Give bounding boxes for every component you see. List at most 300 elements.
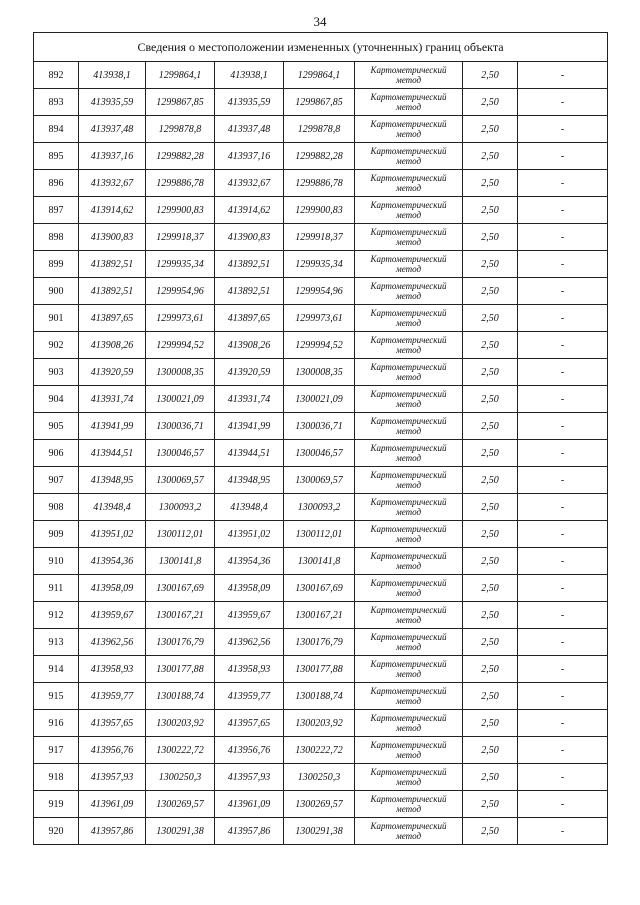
method-line-2: метод [395, 588, 422, 598]
note-cell: - [518, 737, 608, 764]
existing-x-cell: 413932,67 [79, 170, 146, 197]
table-row [34, 224, 608, 251]
existing-y-cell: 1300141,8 [146, 548, 215, 575]
accuracy-cell: 2,50 [463, 737, 518, 764]
note-cell: - [518, 89, 608, 116]
method-line-2: метод [395, 129, 422, 139]
note-cell: - [518, 251, 608, 278]
refined-y-cell: 1299886,78 [284, 170, 355, 197]
accuracy-cell: 2,50 [463, 710, 518, 737]
table-row [34, 467, 608, 494]
note-cell: - [518, 575, 608, 602]
method-cell [355, 575, 463, 602]
table-row [34, 359, 608, 386]
method-cell [355, 197, 463, 224]
method-line-1: Картометрический [370, 65, 447, 75]
refined-x-cell: 413956,76 [215, 737, 284, 764]
method-line-1: Картометрический [370, 470, 447, 480]
refined-y-cell: 1300177,88 [284, 656, 355, 683]
existing-y-cell: 1300167,21 [146, 602, 215, 629]
existing-x-cell: 413920,59 [79, 359, 146, 386]
refined-x-cell: 413957,65 [215, 710, 284, 737]
method-cell [355, 278, 463, 305]
refined-y-cell: 1300167,69 [284, 575, 355, 602]
accuracy-cell: 2,50 [463, 440, 518, 467]
existing-y-cell: 1299900,83 [146, 197, 215, 224]
refined-x-cell: 413941,99 [215, 413, 284, 440]
point-number-cell: 892 [34, 62, 79, 89]
existing-y-cell: 1299994,52 [146, 332, 215, 359]
accuracy-cell: 2,50 [463, 602, 518, 629]
refined-x-cell: 413959,77 [215, 683, 284, 710]
method-line-2: метод [395, 372, 422, 382]
method-line-2: метод [395, 399, 422, 409]
accuracy-cell: 2,50 [463, 116, 518, 143]
existing-y-cell: 1300177,88 [146, 656, 215, 683]
refined-y-cell: 1300203,92 [284, 710, 355, 737]
existing-y-cell: 1300203,92 [146, 710, 215, 737]
refined-y-cell: 1299994,52 [284, 332, 355, 359]
method-line-2: метод [395, 561, 422, 571]
method-line-2: метод [395, 615, 422, 625]
point-number-cell: 901 [34, 305, 79, 332]
note-cell: - [518, 467, 608, 494]
refined-y-cell: 1300021,09 [284, 386, 355, 413]
existing-x-cell: 413948,95 [79, 467, 146, 494]
method-line-2: метод [395, 237, 422, 247]
refined-y-cell: 1300291,38 [284, 818, 355, 845]
table-row [34, 521, 608, 548]
existing-x-cell: 413938,1 [79, 62, 146, 89]
existing-x-cell: 413961,09 [79, 791, 146, 818]
refined-x-cell: 413908,26 [215, 332, 284, 359]
method-line-2: метод [395, 831, 422, 841]
note-cell: - [518, 413, 608, 440]
existing-x-cell: 413948,4 [79, 494, 146, 521]
method-cell [355, 656, 463, 683]
method-cell [355, 359, 463, 386]
existing-x-cell: 413931,74 [79, 386, 146, 413]
accuracy-cell: 2,50 [463, 494, 518, 521]
accuracy-cell: 2,50 [463, 305, 518, 332]
point-number-cell: 902 [34, 332, 79, 359]
method-line-1: Картометрический [370, 686, 447, 696]
refined-x-cell: 413897,65 [215, 305, 284, 332]
existing-x-cell: 413957,86 [79, 818, 146, 845]
table-row [34, 62, 608, 89]
accuracy-cell: 2,50 [463, 170, 518, 197]
refined-y-cell: 1300167,21 [284, 602, 355, 629]
method-cell [355, 170, 463, 197]
point-number-cell: 916 [34, 710, 79, 737]
method-line-2: метод [395, 75, 422, 85]
existing-x-cell: 413897,65 [79, 305, 146, 332]
accuracy-cell: 2,50 [463, 332, 518, 359]
existing-y-cell: 1300008,35 [146, 359, 215, 386]
refined-y-cell: 1299954,96 [284, 278, 355, 305]
point-number-cell: 909 [34, 521, 79, 548]
point-number-cell: 913 [34, 629, 79, 656]
table-row [34, 143, 608, 170]
refined-x-cell: 413957,86 [215, 818, 284, 845]
method-line-2: метод [395, 210, 422, 220]
method-line-1: Картометрический [370, 92, 447, 102]
method-cell [355, 224, 463, 251]
note-cell: - [518, 305, 608, 332]
table-row [34, 683, 608, 710]
accuracy-cell: 2,50 [463, 386, 518, 413]
point-number-cell: 907 [34, 467, 79, 494]
method-line-1: Картометрический [370, 740, 447, 750]
point-number-cell: 904 [34, 386, 79, 413]
refined-x-cell: 413944,51 [215, 440, 284, 467]
refined-y-cell: 1300046,57 [284, 440, 355, 467]
note-cell: - [518, 683, 608, 710]
existing-y-cell: 1300188,74 [146, 683, 215, 710]
existing-x-cell: 413941,99 [79, 413, 146, 440]
table-row [34, 170, 608, 197]
point-number-cell: 908 [34, 494, 79, 521]
note-cell: - [518, 359, 608, 386]
method-line-2: метод [395, 480, 422, 490]
point-number-cell: 903 [34, 359, 79, 386]
refined-x-cell: 413892,51 [215, 278, 284, 305]
accuracy-cell: 2,50 [463, 251, 518, 278]
point-number-cell: 919 [34, 791, 79, 818]
existing-x-cell: 413914,62 [79, 197, 146, 224]
existing-x-cell: 413944,51 [79, 440, 146, 467]
table-row [34, 332, 608, 359]
note-cell: - [518, 521, 608, 548]
method-cell [355, 440, 463, 467]
table-row [34, 251, 608, 278]
existing-y-cell: 1300046,57 [146, 440, 215, 467]
method-line-1: Картометрический [370, 821, 447, 831]
existing-y-cell: 1300176,79 [146, 629, 215, 656]
note-cell: - [518, 62, 608, 89]
existing-x-cell: 413959,67 [79, 602, 146, 629]
existing-y-cell: 1300291,38 [146, 818, 215, 845]
method-cell [355, 521, 463, 548]
method-cell [355, 386, 463, 413]
point-number-cell: 894 [34, 116, 79, 143]
accuracy-cell: 2,50 [463, 467, 518, 494]
note-cell: - [518, 116, 608, 143]
method-cell [355, 305, 463, 332]
method-line-1: Картометрический [370, 254, 447, 264]
accuracy-cell: 2,50 [463, 197, 518, 224]
note-cell: - [518, 656, 608, 683]
refined-y-cell: 1300069,57 [284, 467, 355, 494]
method-cell [355, 467, 463, 494]
existing-y-cell: 1300069,57 [146, 467, 215, 494]
table-title-row [34, 33, 608, 62]
accuracy-cell: 2,50 [463, 359, 518, 386]
note-cell: - [518, 602, 608, 629]
method-cell [355, 764, 463, 791]
method-line-2: метод [395, 291, 422, 301]
refined-x-cell: 413931,74 [215, 386, 284, 413]
existing-y-cell: 1300093,2 [146, 494, 215, 521]
existing-x-cell: 413958,09 [79, 575, 146, 602]
method-line-1: Картометрический [370, 767, 447, 777]
existing-x-cell: 413900,83 [79, 224, 146, 251]
method-line-2: метод [395, 696, 422, 706]
method-cell [355, 413, 463, 440]
table-row [34, 791, 608, 818]
existing-y-cell: 1300250,3 [146, 764, 215, 791]
accuracy-cell: 2,50 [463, 656, 518, 683]
note-cell: - [518, 143, 608, 170]
existing-x-cell: 413959,77 [79, 683, 146, 710]
existing-x-cell: 413962,56 [79, 629, 146, 656]
method-line-1: Картометрический [370, 173, 447, 183]
note-cell: - [518, 548, 608, 575]
method-line-2: метод [395, 507, 422, 517]
point-number-cell: 918 [34, 764, 79, 791]
point-number-cell: 895 [34, 143, 79, 170]
accuracy-cell: 2,50 [463, 521, 518, 548]
accuracy-cell: 2,50 [463, 629, 518, 656]
refined-y-cell: 1299864,1 [284, 62, 355, 89]
method-line-1: Картометрический [370, 335, 447, 345]
refined-y-cell: 1299900,83 [284, 197, 355, 224]
point-number-cell: 905 [34, 413, 79, 440]
method-line-1: Картометрический [370, 119, 447, 129]
table-row [34, 440, 608, 467]
refined-y-cell: 1300222,72 [284, 737, 355, 764]
point-number-cell: 920 [34, 818, 79, 845]
accuracy-cell: 2,50 [463, 683, 518, 710]
method-line-2: метод [395, 102, 422, 112]
note-cell: - [518, 494, 608, 521]
point-number-cell: 898 [34, 224, 79, 251]
method-cell [355, 89, 463, 116]
boundary-coordinates-table [33, 32, 608, 845]
method-cell [355, 683, 463, 710]
refined-x-cell: 413958,93 [215, 656, 284, 683]
existing-x-cell: 413957,65 [79, 710, 146, 737]
table-row [34, 818, 608, 845]
method-line-1: Картометрический [370, 389, 447, 399]
method-line-1: Картометрический [370, 632, 447, 642]
table-row [34, 386, 608, 413]
refined-x-cell: 413914,62 [215, 197, 284, 224]
refined-y-cell: 1300036,71 [284, 413, 355, 440]
note-cell: - [518, 710, 608, 737]
method-line-1: Картометрический [370, 659, 447, 669]
refined-y-cell: 1300093,2 [284, 494, 355, 521]
existing-x-cell: 413954,36 [79, 548, 146, 575]
refined-y-cell: 1300269,57 [284, 791, 355, 818]
existing-x-cell: 413958,93 [79, 656, 146, 683]
method-line-1: Картометрический [370, 443, 447, 453]
method-cell [355, 116, 463, 143]
note-cell: - [518, 278, 608, 305]
table-row [34, 413, 608, 440]
method-line-1: Картометрический [370, 308, 447, 318]
table-row [34, 575, 608, 602]
method-cell [355, 143, 463, 170]
refined-y-cell: 1299918,37 [284, 224, 355, 251]
existing-x-cell: 413956,76 [79, 737, 146, 764]
method-line-2: метод [395, 804, 422, 814]
table-row [34, 305, 608, 332]
point-number-cell: 917 [34, 737, 79, 764]
method-cell [355, 494, 463, 521]
point-number-cell: 915 [34, 683, 79, 710]
refined-x-cell: 413935,59 [215, 89, 284, 116]
page-number: 34 [313, 14, 327, 29]
point-number-cell: 897 [34, 197, 79, 224]
method-line-2: метод [395, 183, 422, 193]
point-number-cell: 906 [34, 440, 79, 467]
point-number-cell: 910 [34, 548, 79, 575]
method-line-1: Картометрический [370, 524, 447, 534]
existing-y-cell: 1300021,09 [146, 386, 215, 413]
refined-x-cell: 413951,02 [215, 521, 284, 548]
existing-y-cell: 1299864,1 [146, 62, 215, 89]
method-line-2: метод [395, 156, 422, 166]
refined-y-cell: 1300112,01 [284, 521, 355, 548]
refined-y-cell: 1299935,34 [284, 251, 355, 278]
method-cell [355, 710, 463, 737]
method-line-2: метод [395, 777, 422, 787]
accuracy-cell: 2,50 [463, 575, 518, 602]
method-line-2: метод [395, 534, 422, 544]
table-title: Сведения о местоположении измененных (уточненных) границ объекта [34, 33, 608, 62]
table-row [34, 548, 608, 575]
refined-x-cell: 413937,16 [215, 143, 284, 170]
refined-x-cell: 413954,36 [215, 548, 284, 575]
accuracy-cell: 2,50 [463, 143, 518, 170]
point-number-cell: 896 [34, 170, 79, 197]
note-cell: - [518, 224, 608, 251]
method-line-1: Картометрический [370, 551, 447, 561]
note-cell: - [518, 791, 608, 818]
accuracy-cell: 2,50 [463, 791, 518, 818]
accuracy-cell: 2,50 [463, 548, 518, 575]
method-line-1: Картометрический [370, 146, 447, 156]
table-row [34, 89, 608, 116]
existing-y-cell: 1299878,8 [146, 116, 215, 143]
note-cell: - [518, 170, 608, 197]
method-line-1: Картометрический [370, 281, 447, 291]
table-row [34, 278, 608, 305]
method-line-2: метод [395, 264, 422, 274]
existing-x-cell: 413908,26 [79, 332, 146, 359]
table-row [34, 656, 608, 683]
accuracy-cell: 2,50 [463, 62, 518, 89]
accuracy-cell: 2,50 [463, 764, 518, 791]
refined-y-cell: 1299867,85 [284, 89, 355, 116]
accuracy-cell: 2,50 [463, 224, 518, 251]
table-row [34, 494, 608, 521]
point-number-cell: 914 [34, 656, 79, 683]
refined-x-cell: 413948,95 [215, 467, 284, 494]
existing-y-cell: 1299886,78 [146, 170, 215, 197]
table-row [34, 737, 608, 764]
method-cell [355, 251, 463, 278]
method-cell [355, 332, 463, 359]
refined-x-cell: 413961,09 [215, 791, 284, 818]
existing-y-cell: 1299918,37 [146, 224, 215, 251]
refined-y-cell: 1300250,3 [284, 764, 355, 791]
method-line-2: метод [395, 669, 422, 679]
method-line-2: метод [395, 318, 422, 328]
refined-x-cell: 413957,93 [215, 764, 284, 791]
note-cell: - [518, 332, 608, 359]
point-number-cell: 912 [34, 602, 79, 629]
note-cell: - [518, 440, 608, 467]
method-cell [355, 548, 463, 575]
accuracy-cell: 2,50 [463, 413, 518, 440]
method-line-2: метод [395, 750, 422, 760]
method-line-1: Картометрический [370, 578, 447, 588]
table-row [34, 197, 608, 224]
note-cell: - [518, 629, 608, 656]
method-line-2: метод [395, 426, 422, 436]
note-cell: - [518, 197, 608, 224]
existing-x-cell: 413892,51 [79, 251, 146, 278]
table-row [34, 764, 608, 791]
existing-y-cell: 1299882,28 [146, 143, 215, 170]
existing-y-cell: 1300222,72 [146, 737, 215, 764]
refined-y-cell: 1299882,28 [284, 143, 355, 170]
refined-x-cell: 413937,48 [215, 116, 284, 143]
existing-y-cell: 1300269,57 [146, 791, 215, 818]
method-cell [355, 818, 463, 845]
point-number-cell: 900 [34, 278, 79, 305]
refined-x-cell: 413948,4 [215, 494, 284, 521]
method-line-1: Картометрический [370, 794, 447, 804]
table-row [34, 710, 608, 737]
refined-y-cell: 1299973,61 [284, 305, 355, 332]
method-line-1: Картометрический [370, 416, 447, 426]
table-row [34, 602, 608, 629]
existing-y-cell: 1300112,01 [146, 521, 215, 548]
method-cell [355, 629, 463, 656]
refined-x-cell: 413959,67 [215, 602, 284, 629]
refined-y-cell: 1300176,79 [284, 629, 355, 656]
existing-x-cell: 413937,16 [79, 143, 146, 170]
existing-x-cell: 413937,48 [79, 116, 146, 143]
table-row [34, 629, 608, 656]
existing-x-cell: 413951,02 [79, 521, 146, 548]
refined-y-cell: 1299878,8 [284, 116, 355, 143]
refined-y-cell: 1300188,74 [284, 683, 355, 710]
refined-x-cell: 413962,56 [215, 629, 284, 656]
point-number-cell: 911 [34, 575, 79, 602]
refined-x-cell: 413892,51 [215, 251, 284, 278]
method-line-2: метод [395, 345, 422, 355]
refined-y-cell: 1300141,8 [284, 548, 355, 575]
existing-y-cell: 1299954,96 [146, 278, 215, 305]
existing-y-cell: 1299935,34 [146, 251, 215, 278]
method-line-1: Картометрический [370, 497, 447, 507]
refined-x-cell: 413920,59 [215, 359, 284, 386]
point-number-cell: 899 [34, 251, 79, 278]
method-line-1: Картометрический [370, 713, 447, 723]
method-line-2: метод [395, 723, 422, 733]
refined-y-cell: 1300008,35 [284, 359, 355, 386]
method-line-1: Картометрический [370, 605, 447, 615]
method-cell [355, 62, 463, 89]
method-cell [355, 791, 463, 818]
accuracy-cell: 2,50 [463, 89, 518, 116]
method-line-1: Картометрический [370, 227, 447, 237]
existing-x-cell: 413957,93 [79, 764, 146, 791]
